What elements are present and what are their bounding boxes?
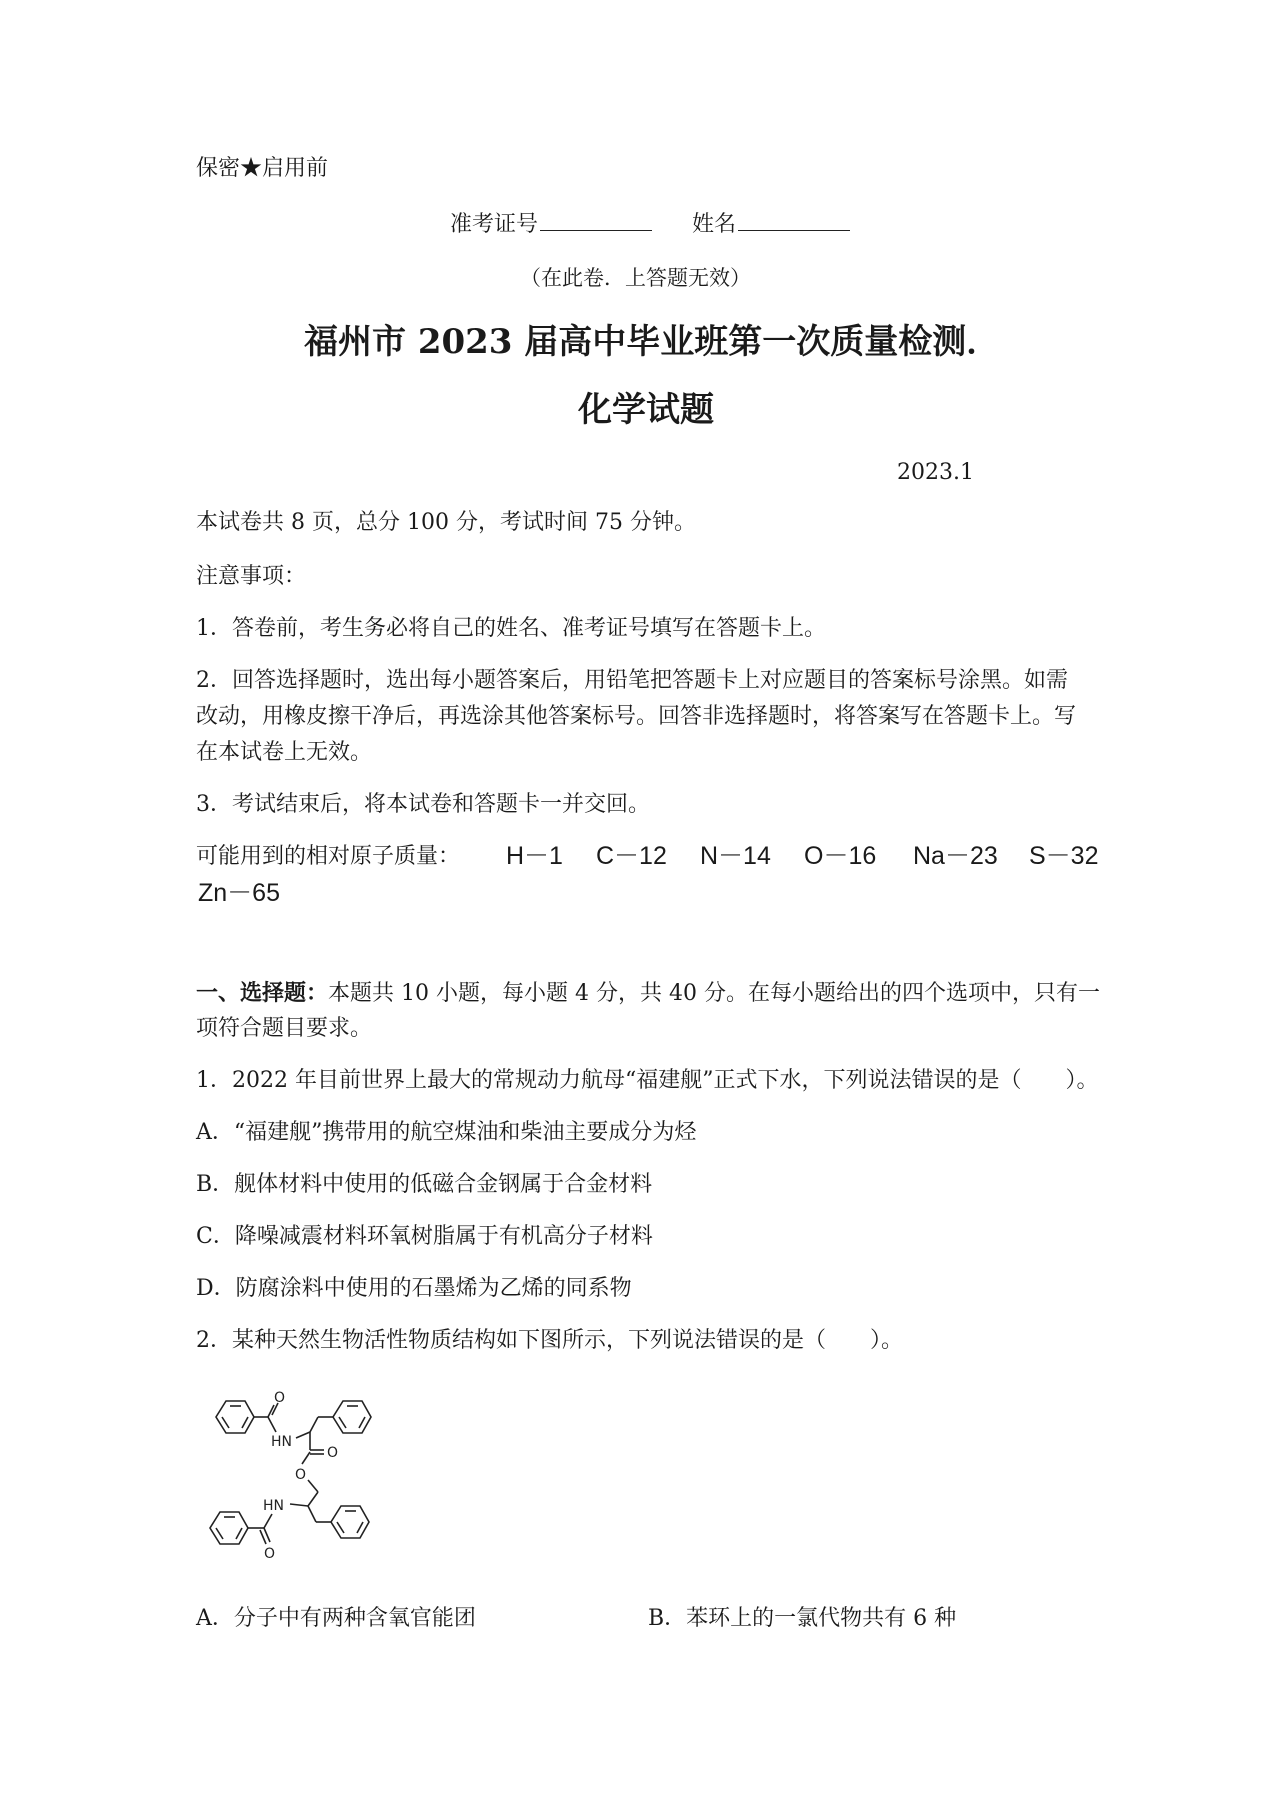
note-item: 在本试卷上无效。 — [196, 740, 373, 765]
atomic-mass-c: C－12 — [596, 842, 667, 870]
atomic-mass-s: S－32 — [1029, 842, 1099, 870]
bond — [290, 1504, 308, 1506]
atomic-mass-label: 可能用到的相对原子质量： — [196, 844, 461, 869]
section-title: 一、选择题： — [196, 980, 329, 1006]
name-blank — [738, 210, 850, 231]
bond — [308, 1492, 318, 1506]
name-label: 姓名 — [692, 212, 737, 237]
exam-id-blank — [540, 210, 652, 231]
bond — [264, 1514, 272, 1528]
benzene-ring-lower-right — [331, 1506, 369, 1538]
atomic-mass-h: H－1 — [506, 842, 563, 870]
bond — [268, 1417, 276, 1432]
benzene-ring-lower-left — [210, 1512, 248, 1544]
question-1-option-a: A．“福建舰”携带用的航空煤油和柴油主要成分为烃 — [196, 1120, 697, 1145]
atomic-mass-na: Na－23 — [913, 842, 998, 870]
note-item: 改动，用橡皮擦干净后，再选涂其他答案标号。回答非选择题时，将答案写在答题卡上。写 — [196, 704, 1077, 729]
section-desc: 本题共 10 小题，每小题 4 分，共 40 分。在每小题给出的四个选项中，只有一 — [328, 981, 1100, 1006]
nh-label: HN — [263, 1498, 284, 1514]
note-item: 1．答卷前，考生务必将自己的姓名、准考证号填写在答题卡上。 — [196, 616, 826, 641]
section-desc-cont: 项符合题目要求。 — [196, 1016, 373, 1041]
oxygen-label: O — [327, 1445, 339, 1461]
exam-date: 2023.1 — [897, 460, 974, 485]
question-1-option-c: C．降噪减震材料环氧树脂属于有机高分子材料 — [196, 1224, 653, 1249]
intro-text: 本试卷共 8 页，总分 100 分，考试时间 75 分钟。 — [196, 510, 696, 535]
atomic-mass-n: N－14 — [700, 842, 771, 870]
question-2-stem: 2．某种天然生物活性物质结构如下图所示，下列说法错误的是（ ）。 — [196, 1328, 903, 1353]
benzene-ring-upper-left — [216, 1401, 254, 1433]
bond — [310, 1417, 318, 1432]
question-2-option-b: B．苯环上的一氯代物共有 6 种 — [648, 1606, 957, 1631]
molecular-structure — [198, 1380, 428, 1580]
exam-id-label: 准考证号 — [450, 212, 539, 237]
carbonyl-bond — [268, 1405, 274, 1417]
benzene-ring-upper-right — [333, 1401, 371, 1433]
note-item: 2．回答选择题时，选出每小题答案后，用铅笔把答题卡上对应题目的答案标号涂黑。如需 — [196, 668, 1069, 693]
bond — [308, 1506, 316, 1522]
oxygen-label: O — [295, 1467, 307, 1483]
question-1-option-b: B．舰体材料中使用的低磁合金钢属于合金材料 — [196, 1172, 653, 1197]
nh-label: HN — [271, 1434, 292, 1450]
atomic-mass-o: O－16 — [804, 842, 877, 870]
note-item: 3．考试结束后，将本试卷和答题卡一并交回。 — [196, 792, 650, 817]
confidential-mark: 保密★启用前 — [196, 156, 329, 181]
question-1-stem: 1．2022 年目前世界上最大的常规动力航母“福建舰”正式下水，下列说法错误的是（ ）。 — [196, 1068, 1099, 1093]
subject-title: 化学试题 — [578, 390, 714, 430]
invalid-note: （在此卷．上答题无效） — [520, 266, 751, 290]
oxygen-label: O — [264, 1546, 276, 1562]
question-1-option-d: D．防腐涂料中使用的石墨烯为乙烯的同系物 — [196, 1276, 632, 1301]
oxygen-label: O — [274, 1390, 286, 1406]
name-field — [692, 210, 850, 240]
section-heading — [196, 978, 1100, 1009]
bond — [296, 1432, 310, 1438]
bond — [302, 1452, 310, 1464]
notes-heading: 注意事项： — [196, 564, 307, 589]
bond — [308, 1480, 318, 1492]
exam-id-field — [450, 210, 652, 240]
question-2-option-a: A．分子中有两种含氧官能团 — [196, 1606, 476, 1631]
page-title: 福州市 2023 届高中毕业班第一次质量检测． — [304, 322, 1001, 362]
atomic-mass-zn: Zn－65 — [198, 879, 280, 907]
